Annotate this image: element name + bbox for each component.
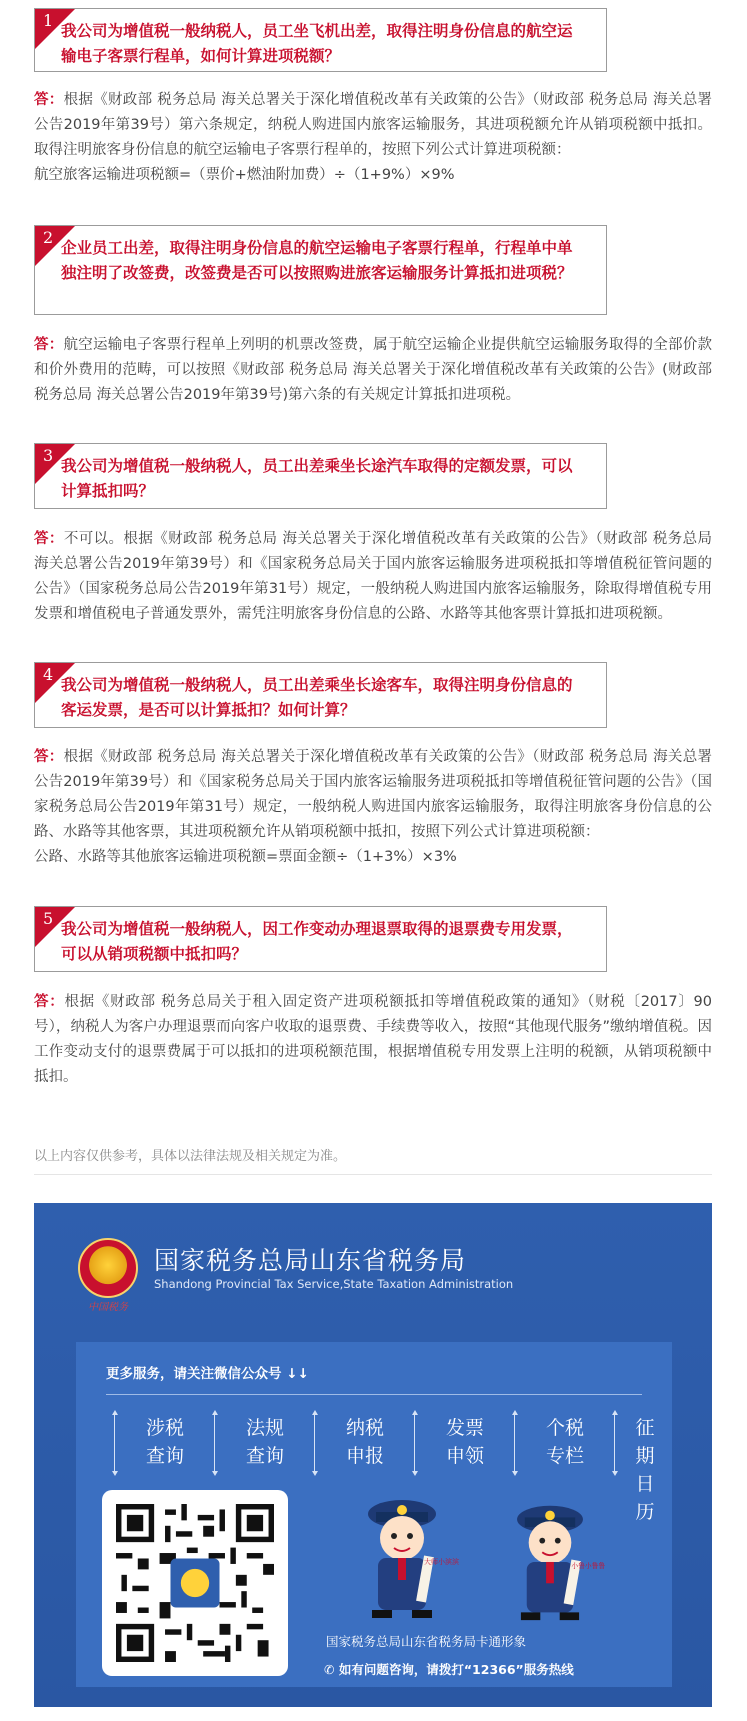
question-text: 我公司为增值税一般纳税人，因工作变动办理退票取得的退票费专用发票，可以从销项税额中抵扣吗？ <box>61 920 573 963</box>
question-text: 我公司为增值税一般纳税人，员工坐飞机出差，取得注明身份信息的航空运输电子客票行程单，如何计算进项税额？ <box>61 22 573 65</box>
service-label: 申报 <box>345 1445 384 1467</box>
follow-prompt: 更多服务，请关注微信公众号 ↓↓ <box>106 1366 309 1382</box>
question-box-2 <box>34 225 607 315</box>
question-number: 4 <box>43 665 54 684</box>
answer-text: 不可以。根据《财政部 税务总局 海关总署关于深化增值税改革有关政策的公告》（财政部 税务总局 海关总署公告2019年第39号）和《国家税务总局关于国内旅客运输服务进项税抵扣等增值税征管问题的公告》（国家税务总局公告2019年第31号）规定，一般纳税人购进国内旅客运输服务，除取得增值税专用发票和增值税电子普通发票外，需凭注明旅客身份信息的公路、水路等其他客票计算抵扣进项税额。 <box>34 531 713 622</box>
divider <box>314 1414 315 1472</box>
service-tax-filing[interactable] <box>330 1414 400 1470</box>
question-number: 5 <box>43 909 54 928</box>
sash-text: 小鲁小鲁鲁 <box>571 1561 606 1570</box>
cartoon-officer-icon <box>506 1498 606 1624</box>
phone-icon: ✆ <box>324 1662 339 1677</box>
answer-label: 答： <box>34 994 65 1010</box>
service-label: 专栏 <box>545 1445 584 1467</box>
service-invoice-apply[interactable] <box>430 1414 500 1470</box>
answer-text: 根据《财政部 税务总局关于租入固定资产进项税额抵扣等增值税政策的通知》（财税〔2017〕90号），纳税人为客户办理退票而向客户收取的退票费、手续费等收入，按照“其他现代服务”缴纳增值税。因工作变动支付的退票费属于可以抵扣的进项税额范围，根据增值税专用发票上注明的税额，从销项税额中抵扣。 <box>34 994 712 1085</box>
question-text: 我公司为增值税一般纳税人，员工出差乘坐长途汽车取得的定额发票，可以计算抵扣吗？ <box>61 457 573 500</box>
disclaimer: 以上内容仅供参考，具体以法律法规及相关规定为准。 <box>34 1145 712 1175</box>
tax-emblem-icon <box>78 1238 138 1298</box>
answer-text: 根据《财政部 税务总局 海关总署关于深化增值税改革有关政策的公告》（财政部 税务总局 海关总署公告2019年第39号）第六条规定，纳税人购进国内旅客运输服务，其进项税额允许从销项税额中抵扣。取得注明旅客身份信息的航空运输电子客票行程单的，按照下列公式计算进项税额： <box>34 92 713 158</box>
service-tax-query[interactable] <box>130 1414 200 1470</box>
answer-1 <box>34 88 712 188</box>
answer-text: 根据《财政部 税务总局 海关总署关于深化增值税改革有关政策的公告》（财政部 税务总局 海关总署公告2019年第39号）和《国家税务总局关于国内旅客运输服务进项税抵扣等增值税征管问题的公告》（国家税务总局公告2019年第31号）规定，一般纳税人购进国内旅客运输服务，取得注明旅客身份信息的公路、水路等其他客票，其进项税额允许从销项税额中抵扣，按照下列公式计算进项税额： <box>34 749 713 840</box>
divider <box>214 1414 215 1472</box>
service-label: 征期 <box>635 1417 655 1467</box>
service-iit-column[interactable] <box>530 1414 600 1470</box>
question-number: 2 <box>43 228 54 247</box>
divider <box>414 1414 415 1472</box>
answer-4 <box>34 745 712 870</box>
service-label: 个税 <box>545 1417 584 1439</box>
question-box-1 <box>34 8 607 72</box>
tax-bureau-banner <box>34 1203 712 1707</box>
answer-text: 航空运输电子客票行程单上列明的机票改签费，属于航空运输企业提供航空运输服务取得的全部价款和价外费用的范畴，可以按照《财政部 税务总局 海关总署关于深化增值税改革有关政策的公告》(财政部 税务总局 海关总署公告2019年第39号)第六条的有关规定计算抵扣进项税。 <box>34 337 713 403</box>
question-text: 企业员工出差，取得注明身份信息的航空运输电子客票行程单，行程单中单独注明了改签费，改签费是否可以按照购进旅客运输服务计算抵扣进项税？ <box>61 239 573 282</box>
service-label: 日历 <box>635 1473 655 1523</box>
hotline-text: 如有问题咨询，请拨打“12366”服务热线 <box>338 1662 574 1677</box>
service-label: 纳税 <box>345 1417 384 1439</box>
service-panel <box>76 1342 672 1687</box>
cartoon-caption: 国家税务总局山东省税务局卡通形象 <box>326 1634 527 1649</box>
question-number: 1 <box>43 11 54 30</box>
cartoon-officer-icon <box>358 1492 459 1622</box>
service-label: 申领 <box>445 1445 484 1467</box>
answer-2 <box>34 333 712 408</box>
divider <box>106 1394 642 1395</box>
divider <box>114 1414 115 1472</box>
service-label: 涉税 <box>145 1417 184 1439</box>
qr-code-icon <box>116 1504 274 1662</box>
sash-text: 大师小滨滨 <box>424 1558 459 1566</box>
answer-label: 答： <box>34 749 64 765</box>
bureau-subtitle: Shandong Provincial Tax Service,State Taxation Administration <box>154 1277 514 1291</box>
divider <box>614 1414 615 1472</box>
service-calendar[interactable] <box>630 1414 660 1526</box>
answer-5 <box>34 990 712 1090</box>
question-box-4 <box>34 662 607 728</box>
emblem-caption: 中国税务 <box>88 1302 128 1313</box>
question-box-5 <box>34 906 607 972</box>
formula: 航空旅客运输进项税额=（票价+燃油附加费）÷（1+9%）×9% <box>34 167 455 183</box>
question-box-3 <box>34 443 607 509</box>
service-law-query[interactable] <box>230 1414 300 1470</box>
service-label: 查询 <box>145 1445 184 1467</box>
formula: 公路、水路等其他旅客运输进项税额=票面金额÷（1+3%）×3% <box>34 849 457 865</box>
bureau-title: 国家税务总局山东省税务局 <box>154 1246 467 1275</box>
wechat-qr-code[interactable] <box>102 1490 288 1676</box>
service-label: 发票 <box>445 1417 484 1439</box>
service-label: 查询 <box>245 1445 284 1467</box>
divider <box>514 1414 515 1472</box>
service-label: 法规 <box>245 1417 284 1439</box>
question-number: 3 <box>43 446 54 465</box>
answer-label: 答： <box>34 531 64 547</box>
answer-label: 答： <box>34 337 64 353</box>
question-text: 我公司为增值税一般纳税人，员工出差乘坐长途客车，取得注明身份信息的客运发票，是否可以计算抵扣？如何计算？ <box>61 676 573 719</box>
answer-3 <box>34 527 712 627</box>
hotline[interactable] <box>324 1660 574 1678</box>
answer-label: 答： <box>34 92 64 108</box>
